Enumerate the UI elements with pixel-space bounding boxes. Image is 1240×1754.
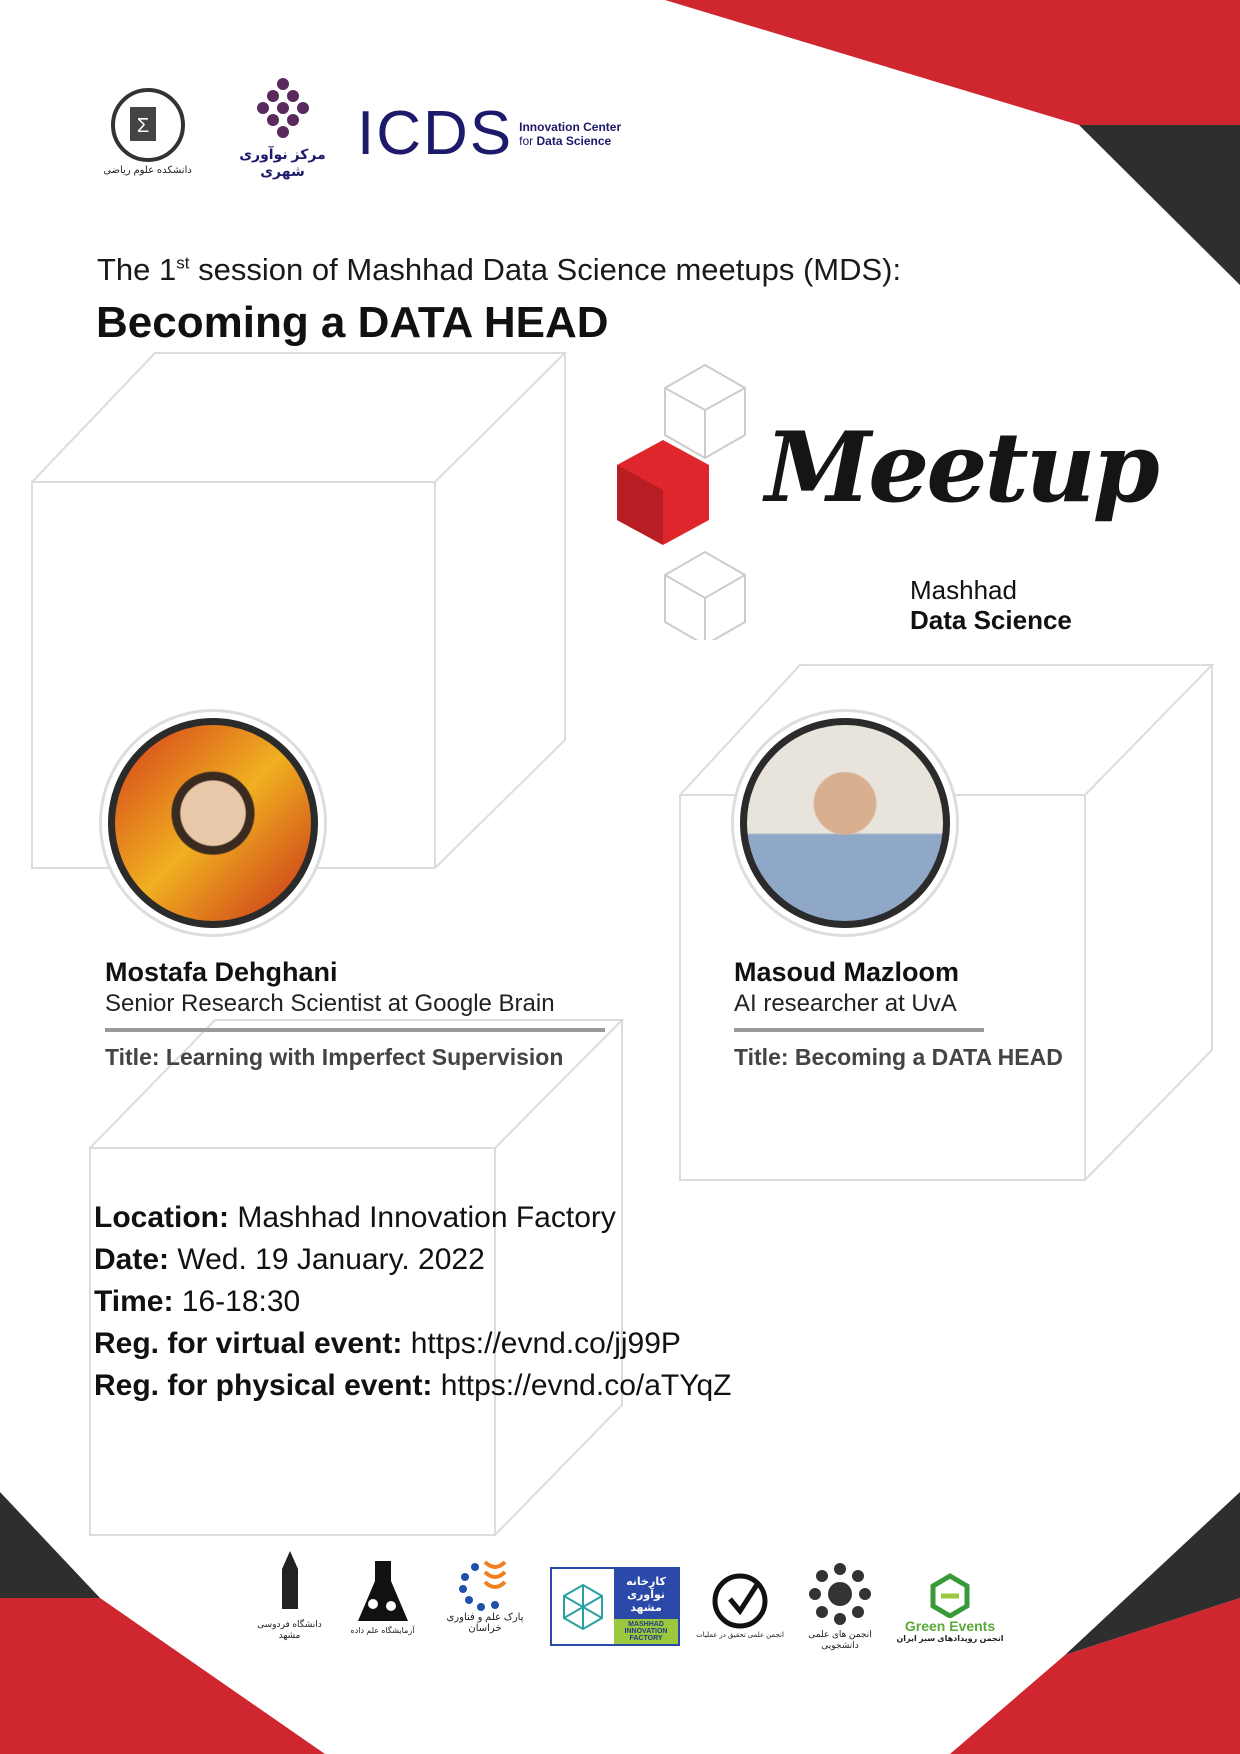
virtual-link[interactable]: https://evnd.co/jj99P — [402, 1327, 681, 1360]
or-society-text: انجمن علمی تحقیق در عملیات — [696, 1632, 784, 1639]
speaker-photo-mostafa — [108, 718, 318, 928]
speaker-role: Senior Research Scientist at Google Brain — [105, 990, 555, 1017]
date-row — [94, 1239, 732, 1281]
time-label: Time: — [94, 1285, 174, 1318]
event-title — [97, 252, 901, 288]
title-suffix: session of Mashhad Data Science meetups (MDS): — [189, 252, 902, 287]
ferdowsi-logo — [252, 1545, 327, 1645]
physical-label: Reg. for physical event: — [94, 1369, 433, 1402]
divider — [734, 1028, 984, 1032]
time-row — [94, 1281, 732, 1323]
factory-fa-text: کارخانه نوآوری مشهد — [614, 1569, 678, 1619]
speaker-card-1 — [105, 957, 605, 1071]
icds-wordmark: ICDS — [357, 99, 514, 168]
meetup-logo — [615, 350, 1175, 640]
meetup-line1: Mashhad — [910, 575, 1017, 605]
corner-dark-top — [1079, 125, 1240, 285]
date-label: Date: — [94, 1243, 170, 1276]
or-society-logo — [695, 1560, 785, 1650]
icds-logo — [357, 98, 621, 169]
location-value: Mashhad Innovation Factory — [229, 1201, 616, 1234]
physical-link[interactable]: https://evnd.co/aTYqZ — [432, 1369, 732, 1402]
corner-dark-bottom-left — [0, 1492, 100, 1598]
icds-line2-bold: Data Science — [536, 133, 612, 148]
physical-row — [94, 1365, 732, 1407]
green-events-text: Green Events — [904, 1618, 996, 1634]
virtual-label: Reg. for virtual event: — [94, 1327, 403, 1360]
meetup-wordmark: Meetup — [765, 411, 1157, 524]
corner-red-top — [665, 0, 1240, 140]
virtual-row — [94, 1323, 732, 1365]
speaker-photo-masoud — [740, 718, 950, 928]
icds-line1: Innovation Center — [519, 119, 622, 134]
science-park-text: پارک علم و فناوری خراسان — [446, 1611, 524, 1634]
meetup-line2: Data Science — [910, 605, 1072, 635]
speaker-name: Mostafa Dehghani — [105, 957, 338, 987]
student-association-text: انجمن های علمی دانشجویی — [808, 1629, 872, 1650]
factory-en-text: MASHHAD INNOVATION FACTORY — [614, 1619, 678, 1644]
icds-line2-prefix: for — [519, 133, 537, 148]
date-value: Wed. 19 January. 2022 — [169, 1243, 485, 1276]
svg-text:Σ: Σ — [136, 114, 149, 137]
math-faculty-text: دانشکده علوم ریاضی — [103, 164, 192, 176]
talk-title: Title: Learning with Imperfect Supervision — [105, 1044, 564, 1070]
cubes-icon — [615, 350, 755, 640]
speaker-card-2 — [734, 957, 1094, 1071]
urban-innovation-logo — [225, 75, 340, 180]
green-events-logo — [895, 1565, 1005, 1650]
green-events-fa-text: انجمن رویدادهای سبز ایران — [896, 1634, 1004, 1643]
divider — [105, 1028, 605, 1032]
data-lab-text: آزمایشگاه علم داده — [350, 1625, 415, 1635]
event-subtitle: Becoming a DATA HEAD — [96, 298, 609, 347]
talk-title: Title: Becoming a DATA HEAD — [734, 1044, 1063, 1070]
location-row — [94, 1197, 732, 1239]
urban-innovation-text: مرکز نوآوری شهری — [239, 145, 326, 179]
data-lab-logo — [345, 1545, 420, 1645]
speaker-name: Masoud Mazloom — [734, 957, 960, 987]
speaker-role: AI researcher at UvA — [734, 990, 957, 1017]
title-sup: st — [176, 253, 190, 273]
science-park-logo — [435, 1540, 535, 1650]
title-prefix: The 1 — [97, 252, 177, 287]
math-faculty-logo — [100, 75, 195, 185]
ferdowsi-text: دانشگاه فردوسی مشهد — [257, 1619, 322, 1640]
student-association-logo — [795, 1550, 885, 1660]
location-label: Location: — [94, 1201, 229, 1234]
innovation-factory-logo — [550, 1567, 680, 1646]
time-value: 16-18:30 — [173, 1285, 301, 1318]
event-info — [94, 1197, 732, 1407]
